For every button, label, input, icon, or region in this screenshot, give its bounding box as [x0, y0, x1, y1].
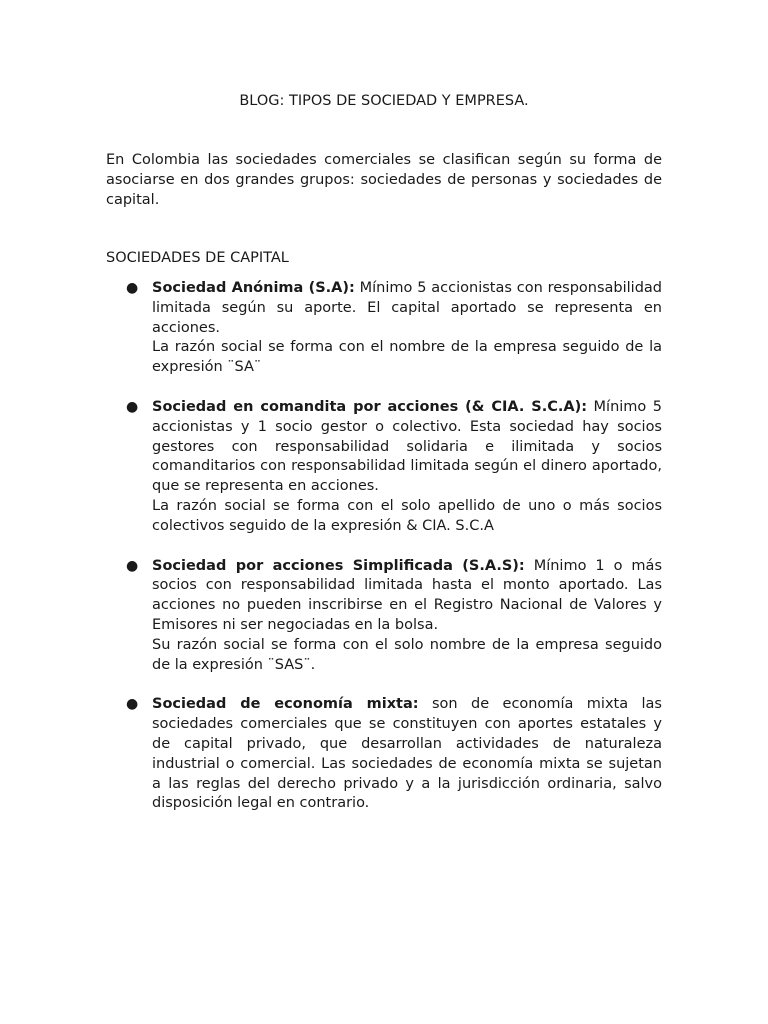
- company-types-list: [106, 279, 662, 834]
- section-heading: SOCIEDADES DE CAPITAL: [106, 250, 289, 266]
- item-term: Sociedad de economía mixta:: [152, 696, 419, 713]
- list-item-sociedad-comandita: [106, 398, 662, 537]
- item-note: La razón social se forma con el nombre de la empresa seguido de la expresión ¨SA¨: [152, 339, 662, 376]
- item-text: [152, 279, 662, 338]
- list-item-sociedad-sas: [106, 557, 662, 676]
- bullet-dot-icon: ●: [126, 557, 139, 574]
- item-text: [152, 398, 662, 497]
- item-description: Mínimo 5 accionistas y 1 socio gestor o colectivo. Esta sociedad hay socios gestores con responsabilidad solidaria e ilimitada y socios comanditarios con responsabilidad limitada según el dinero aportado, que se representa en acciones.: [152, 398, 662, 495]
- item-note: Su razón social se forma con el solo nombre de la empresa seguido de la expresión ¨SAS¨.: [152, 636, 662, 673]
- item-description: son de economía mixta las sociedades comerciales que se constituyen con aportes estatales y de capital privado, que desarrollan actividades de naturaleza industrial o comercial. Las sociedades de economía mixta se sujetan a las reglas del derecho privado y a la jurisdicción ordinaria, salvo disposición legal en contrario.: [152, 696, 662, 812]
- bullet-dot-icon: ●: [126, 398, 139, 415]
- item-text: [152, 695, 662, 814]
- bullet-dot-icon: ●: [126, 280, 139, 296]
- item-description: Mínimo 5 accionistas con responsabilidad limitada según su aporte. El capital aportado se representa en acciones.: [152, 280, 662, 336]
- item-text: [152, 557, 662, 636]
- item-term: Sociedad Anónima (S.A):: [152, 280, 355, 296]
- list-item-sociedad-anonima: [106, 279, 662, 378]
- item-description: Mínimo 1 o más socios con responsabilidad limitada hasta el monto aportado. Las acciones no pueden inscribirse en el Registro Nacional de Valores y Emisores ni ser negociadas en la bolsa.: [152, 557, 662, 633]
- item-term: Sociedad en comandita por acciones (& CIA. S.C.A):: [152, 398, 588, 415]
- item-note: La razón social se forma con el solo apellido de uno o más socios colectivos seguido de la expresión & CIA. S.C.A: [152, 497, 662, 534]
- intro-paragraph: En Colombia las sociedades comerciales se clasifican según su forma de asociarse en dos grandes grupos: sociedades de personas y sociedades de capital.: [106, 152, 662, 208]
- item-term: Sociedad por acciones Simplificada (S.A.S):: [152, 557, 525, 574]
- list-item-sociedad-mixta: [106, 695, 662, 814]
- page-title: BLOG: TIPOS DE SOCIEDAD Y EMPRESA.: [239, 93, 529, 109]
- bullet-dot-icon: ●: [126, 696, 139, 713]
